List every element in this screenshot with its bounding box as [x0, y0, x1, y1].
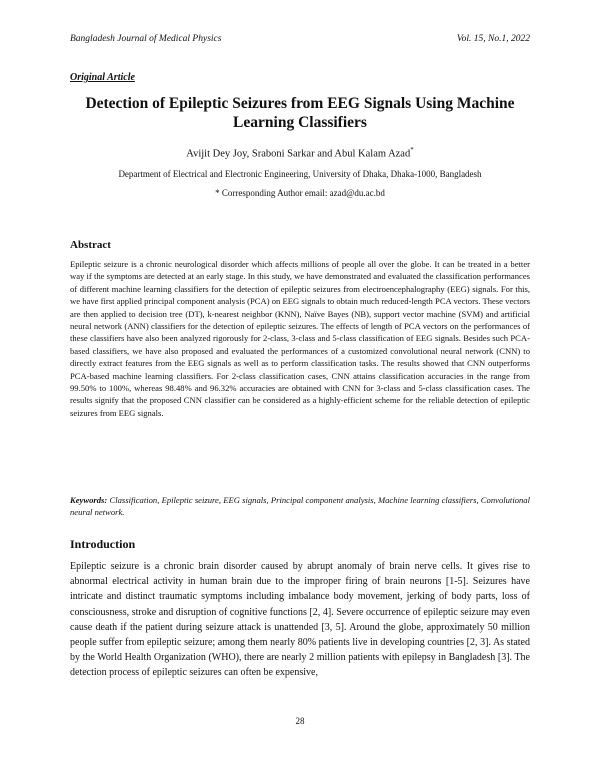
page-number: 28	[295, 716, 305, 726]
abstract-text: Epileptic seizure is a chronic neurological disorder which affects millions of people all over the globe. It can be treated in a better way if the symptoms are detected at an early stage. In this study, we have demonstrated and evaluated the classification performances of different machine learning classifiers for the detection of epileptic seizures from electroencephalography (EEG) signals. For this, we have first applied principal component analysis (PCA) on EEG signals to obtain much reduced-length PCA vectors. These vectors are then applied to decision tree (DT), k-nearest neighbor (KNN), Naïve Bayes (NB), support vector machine (SVM) and artificial neural network (ANN) classifiers for the detection of epileptic seizures. The effects of length of PCA vectors on the performances of these classifiers have also been analyzed rigorously for 2-class, 3-class and 5-class classification of EEG signals. Besides such PCA-based classifiers, we have also proposed and evaluated the performances of a customized convolutional neural network (CNN) to directly extract features from the EEG signals as well as to perform classification tasks. The results showed that CNN outperforms PCA-based machine learning classifiers. For 2-class classification cases, CNN attains classification accuracies in the range from 99.50% to 100%, whereas 98.48% and 96.32% accuracies are obtained with CNN for 3-class and 5-class classification cases. The results signify that the proposed CNN classifier can be considered as a highly-efficient scheme for the reliable detection of epileptic seizures from EEG signals.	[70, 259, 530, 418]
introduction-text: Epileptic seizure is a chronic brain disorder caused by abrupt anomaly of brain nerve cells. It gives rise to abnormal electrical activity in human brain due to the improper firing of brain neurons [1-5]. Seizures have intricate and distinct traumatic symptoms including imbalance body movement, jerking of body parts, loss of consciousness, stroke and disruption of cognitive functions [2, 4]. Severe occurrence of epileptic seizure may even cause death if the patient during seizure attack is unattended [3, 5]. Around the globe, approximately 50 million people suffer from epileptic seizure; among them nearly 80% patients live in developing countries [2, 3]. As stated by the World Health Organization (WHO), there are nearly 2 million patients with epilepsy in Bangladesh [3]. The detection process of epileptic seizures can often be expensive,	[70, 561, 530, 679]
keywords	[70, 494, 530, 519]
author-names: Avijit Dey Joy, Sraboni Sarkar and Abul Kalam Azad	[186, 148, 411, 160]
author-line	[70, 146, 530, 160]
introduction-heading: Introduction	[70, 537, 136, 551]
keywords-text: Classification, Epileptic seizure, EEG signals, Principal component analysis, Machine learning classifiers, Convolutional neural network.	[70, 495, 530, 518]
journal-name: Bangladesh Journal of Medical Physics	[70, 34, 222, 44]
abstract-heading: Abstract	[70, 239, 111, 251]
paper-title: Detection of Epileptic Seizures from EEG Signals Using Machine Learning Classifiers	[85, 95, 515, 131]
article-type: Original Article	[70, 72, 135, 83]
volume-info: Vol. 15, No.1, 2022	[456, 34, 530, 44]
corresponding-mark: *	[410, 146, 414, 154]
corresponding-email: * Corresponding Author email: azad@du.ac.bd	[215, 188, 385, 198]
keywords-label: Keywords:	[70, 495, 108, 505]
running-header	[70, 34, 530, 44]
affiliation: Department of Electrical and Electronic Engineering, University of Dhaka, Dhaka-1000, Bangladesh	[118, 169, 482, 179]
